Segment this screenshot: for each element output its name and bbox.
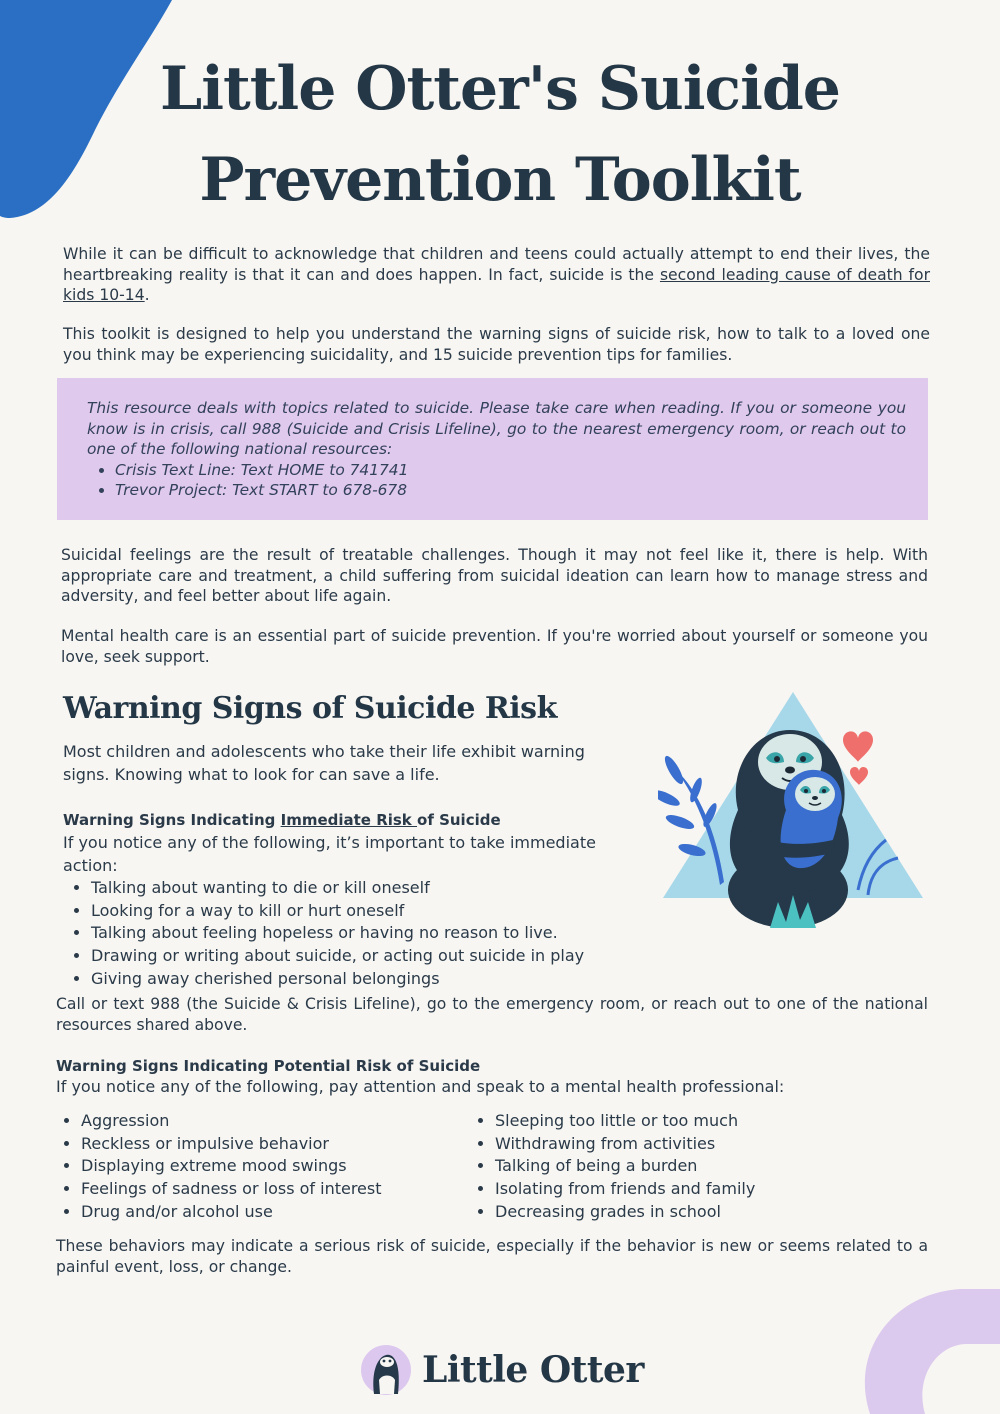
warning-intro: Most children and adolescents who take their life exhibit warning signs. Knowing what to look for can save a life. [63,742,585,784]
intro-paragraph-2: This toolkit is designed to help you understand the warning signs of suicide risk, how to talk to a loved one you think may be experiencing suicidality, and 15 suicide prevention tips for families. [63,325,930,364]
sloth-hug-illustration [658,690,928,935]
list-item: • Sleeping too little or too much [495,1110,925,1133]
list-item: • Giving away cherished personal belongings [91,968,691,991]
page-title: Little Otter's Suicide Prevention Toolkit [160,54,840,215]
crisis-callout-box [57,378,928,520]
intro-text-before: While it can be difficult to acknowledge that children and teens could actually attempt to end their lives, the heartbreaking reality is that it can and does happen. In fact, suicide is the [63,245,930,284]
intro-text-after: . [144,286,150,304]
otter-logo-icon [360,1344,412,1396]
list-item: • Decreasing grades in school [495,1201,925,1224]
mental-health-paragraph: Mental health care is an essential part of suicide prevention. If you're worried about yourself or someone you love, seek support. [61,627,928,666]
list-item: • Reckless or impulsive behavior [81,1133,481,1156]
callout-resource-item: • Crisis Text Line: Text HOME to 741741 [115,460,906,481]
lavender-corner-arc [830,1284,1000,1414]
immediate-risk-lead: If you notice any of the following, it’s important to take immediate action: [63,833,596,875]
immediate-risk-link[interactable]: Immediate Risk [280,811,418,829]
heart-icon [850,767,868,785]
list-item: • Displaying extreme mood swings [81,1155,481,1178]
list-item: • Withdrawing from activities [495,1133,925,1156]
intro-paragraph-1 [63,244,930,306]
list-item: • Drawing or writing about suicide, or acting out suicide in play [91,945,691,968]
potential-risk-after: These behaviors may indicate a serious risk of suicide, especially if the behavior is new or seems related to a painful event, loss, or change. [56,1237,928,1276]
heart-icon [843,731,873,762]
list-item: • Looking for a way to kill or hurt oneself [91,900,691,923]
warning-signs-heading: Warning Signs of Suicide Risk [63,691,557,726]
immediate-risk-list [63,877,691,991]
callout-resource-list [87,460,906,501]
footer-brand-name: Little Otter [422,1349,644,1391]
callout-resource-item: • Trevor Project: Text START to 678-678 [115,480,906,501]
potential-risk-list-right [467,1110,925,1224]
list-item: • Aggression [81,1110,481,1133]
list-item: • Talking about feeling hopeless or having no reason to live. [91,922,691,945]
statistic-link[interactable]: second leading cause of death for kids 10-14 [63,265,930,304]
immediate-risk-after: Call or text 988 (the Suicide & Crisis Lifeline), go to the emergency room, or reach out to one of the national resources shared above. [56,995,928,1034]
immediate-risk-heading: Warning Signs Indicating Immediate Risk of Suicide [63,811,501,829]
callout-text: This resource deals with topics related to suicide. Please take care when reading. If you or someone you know is in crisis, call 988 (Suicide and Crisis Lifeline), go to the nearest emergency room, or reach out to one of the following national resources: [87,399,906,458]
list-item: • Talking of being a burden [495,1155,925,1178]
treatable-paragraph: Suicidal feelings are the result of treatable challenges. Though it may not feel like it, there is help. With appropriate care and treatment, a child suffering from suicidal ideation can learn how to manage stress and adversity, and feel better about life again. [61,546,928,605]
potential-risk-lead: If you notice any of the following, pay attention and speak to a mental health professional: [56,1077,785,1096]
footer-logo[interactable] [360,1344,644,1396]
list-item: • Feelings of sadness or loss of interest [81,1178,481,1201]
potential-risk-list-left [53,1110,481,1224]
potential-risk-heading: Warning Signs Indicating Potential Risk of Suicide [56,1057,481,1075]
list-item: • Talking about wanting to die or kill oneself [91,877,691,900]
list-item: • Isolating from friends and family [495,1178,925,1201]
list-item: • Drug and/or alcohol use [81,1201,481,1224]
